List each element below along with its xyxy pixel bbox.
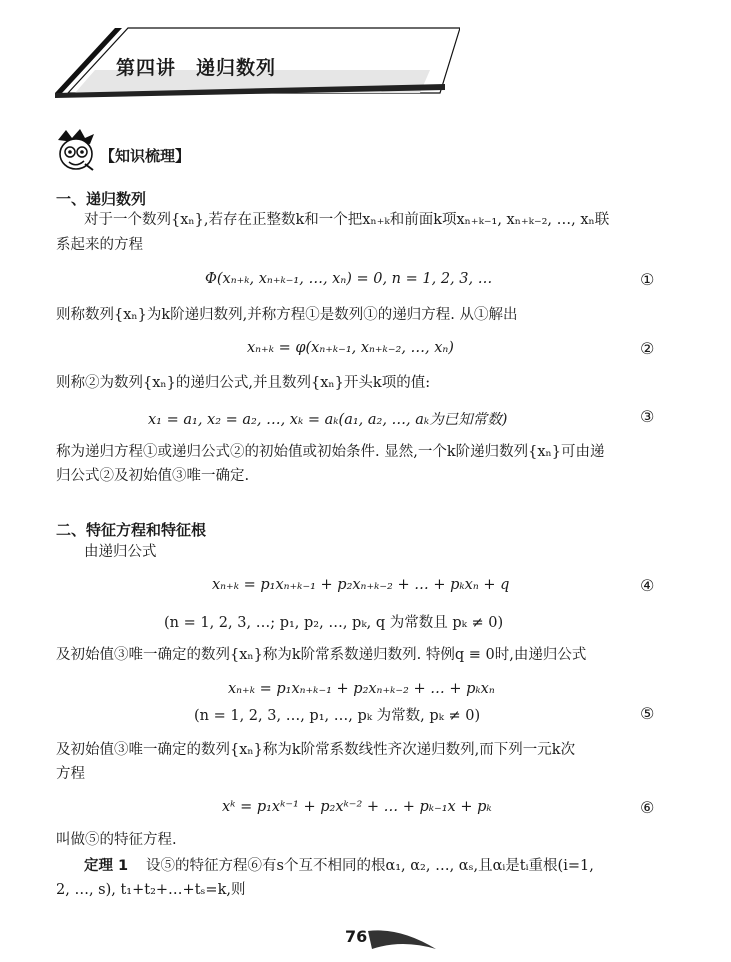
section2-paragraph3-line2: 方程 (56, 766, 85, 782)
theorem-1-label: 定理 1 (84, 858, 129, 874)
equation-5: xₙ₊ₖ = p₁xₙ₊ₖ₋₁ + p₂xₙ₊ₖ₋₂ + … + pₖxₙ (228, 681, 495, 697)
equation-5-number: ⑤ (640, 704, 655, 723)
theorem-1-line1: 设⑤的特征方程⑥有s个互不相同的根α₁, α₂, …, αₛ,且αᵢ是tᵢ重根(i=1, (146, 858, 594, 874)
section1-paragraph4-line1: 称为递归方程①或递归公式②的初始值或初始条件. 显然,一个k阶递归数列{xₙ}可由递 (56, 444, 605, 460)
section1-paragraph2: 则称数列{xₙ}为k阶递归数列,并称方程①是数列①的递归方程. 从①解出 (56, 307, 518, 323)
equation-2: xₙ₊ₖ = φ(xₙ₊ₖ₋₁, xₙ₊ₖ₋₂, …, xₙ) (247, 340, 454, 356)
equation-1-number: ① (640, 270, 655, 289)
equation-6-number: ⑥ (640, 798, 655, 817)
page-title: 第四讲 递归数列 (116, 57, 277, 79)
equation-2-number: ② (640, 339, 655, 358)
equation-1: Φ(xₙ₊ₖ, xₙ₊ₖ₋₁, …, xₙ) = 0, n = 1, 2, 3, … (205, 271, 493, 287)
theorem-1-line2: 2, …, s), t₁+t₂+…+tₛ=k,则 (56, 882, 246, 898)
section1-paragraph3: 则称②为数列{xₙ}的递归公式,并且数列{xₙ}开头k项的值: (56, 375, 431, 391)
equation-3-number: ③ (640, 407, 655, 426)
section2-paragraph4: 叫做⑤的特征方程. (56, 832, 177, 848)
section1-heading: 一、递归数列 (56, 190, 147, 208)
section2-heading: 二、特征方程和特征根 (56, 521, 207, 539)
equation-6: xᵏ = p₁xᵏ⁻¹ + p₂xᵏ⁻² + … + pₖ₋₁x + pₖ (222, 799, 492, 815)
equation-5-condition: (n = 1, 2, 3, …, p₁, …, pₖ 为常数, pₖ ≠ 0) (194, 708, 481, 724)
equation-4: xₙ₊ₖ = p₁xₙ₊ₖ₋₁ + p₂xₙ₊ₖ₋₂ + … + pₖxₙ + q (212, 577, 510, 593)
cartoon-face-icon (52, 128, 100, 174)
equation-3: x₁ = a₁, x₂ = a₂, …, xₖ = aₖ(a₁, a₂, …, aₖ为已知常数) (148, 412, 508, 428)
section2-paragraph2: 及初始值③唯一确定的数列{xₙ}称为k阶常系数递归数列. 特例q ≡ 0时,由递归公式 (56, 647, 587, 663)
section2-paragraph1: 由递归公式 (84, 544, 157, 560)
section1-paragraph1-line2: 系起来的方程 (56, 237, 143, 253)
equation-4-condition: (n = 1, 2, 3, …; p₁, p₂, …, pₖ, q 为常数且 pₖ ≠ 0) (164, 615, 504, 631)
section1-paragraph1-line1: 对于一个数列{xₙ},若存在正整数k和一个把xₙ₊ₖ和前面k项xₙ₊ₖ₋₁, xₙ₊ₖ₋₂, …, xₙ联 (84, 212, 610, 228)
section1-paragraph4-line2: 归公式②及初始值③唯一确定. (56, 468, 250, 484)
equation-4-number: ④ (640, 576, 655, 595)
page-number: 76 (345, 927, 368, 946)
section2-paragraph3-line1: 及初始值③唯一确定的数列{xₙ}称为k阶常系数线性齐次递归数列,而下列一元k次 (56, 742, 576, 758)
knowledge-heading: 【知识梳理】 (100, 147, 191, 165)
